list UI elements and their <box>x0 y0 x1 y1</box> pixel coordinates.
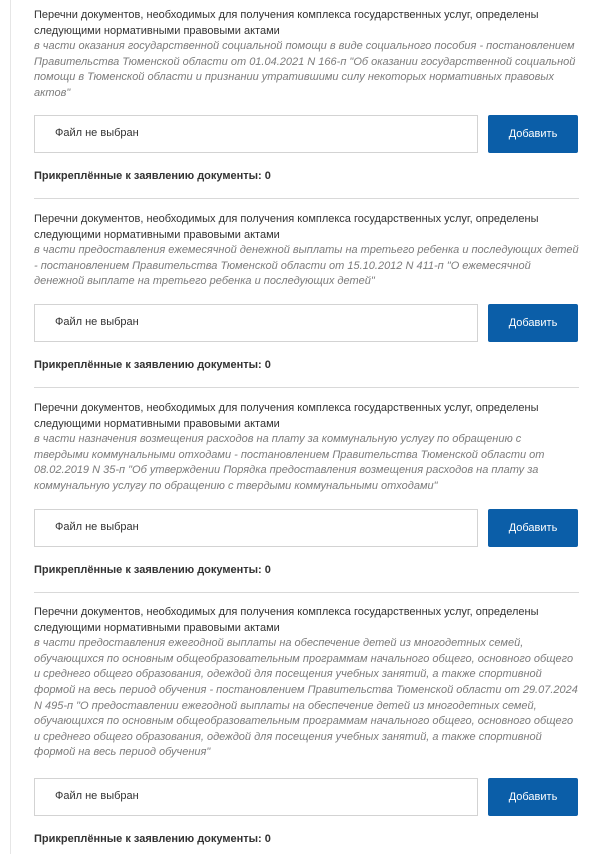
attached-documents-count: Прикреплённые к заявлению документы: 0 <box>34 170 271 182</box>
document-section <box>34 212 579 290</box>
file-upload-row <box>34 509 579 547</box>
section-description: в части назначения возмещения расходов на плату за коммунальную услугу по обращению с твердыми коммунальными отходами - постановлением Правительства Тюменской области от 08.02.2019 N 35-п "Об утверждении Порядка предоставления возмещения расходов на плату за коммунальную услугу по обращению с твердыми коммунальными отходами" <box>34 433 545 492</box>
add-file-button[interactable]: Добавить <box>488 509 578 547</box>
file-input[interactable] <box>34 304 478 342</box>
section-intro: Перечни документов, необходимых для получения комплекса государственных услуг, определены следующими нормативными правовыми актами <box>34 9 539 37</box>
section-intro: Перечни документов, необходимых для получения комплекса государственных услуг, определены следующими нормативными правовыми актами <box>34 213 539 241</box>
section-intro: Перечни документов, необходимых для получения комплекса государственных услуг, определены следующими нормативными правовыми актами <box>34 402 539 430</box>
section-description: в части оказания государственной социальной помощи в виде социального пособия - постановлением Правительства Тюменской области от 01.04.2021 N 166-п "Об оказании государственной социальной помощи в Тюменской области и признании утратившими силу некоторых нормативных правовых актов" <box>34 40 576 99</box>
file-input[interactable] <box>34 115 478 153</box>
section-description: в части предоставления ежегодной выплаты на обеспечение детей из многодетных семей, обучающихся по основным общеобразовательным программам начального общего, основного общего и среднего общего образования, одеждой для посещения учебных занятий, а также спортивной формой на весь период обучения - постановлением Правительства Тюменской области от 29.07.2024 N 495-п "О предоставлении ежегодной выплаты на обеспечение детей из многодетных семей, обучающихся по основным общеобразовательным программам начального общего, основного общего и среднего общего образования, одеждой для посещения учебных занятий, а также спортивной формой на весь период обучения" <box>34 637 578 759</box>
file-upload-row <box>34 778 579 816</box>
document-section <box>34 605 579 761</box>
file-upload-row <box>34 304 579 342</box>
left-border <box>10 0 11 854</box>
file-status: Файл не выбран <box>55 127 139 139</box>
section-divider <box>34 198 579 199</box>
file-input[interactable] <box>34 778 478 816</box>
document-section <box>34 8 579 102</box>
attached-documents-count: Прикреплённые к заявлению документы: 0 <box>34 564 271 576</box>
add-file-button[interactable]: Добавить <box>488 778 578 816</box>
document-section <box>34 401 579 495</box>
section-divider <box>34 387 579 388</box>
section-description: в части предоставления ежемесячной денежной выплаты на третьего ребенка и последующих детей - постановлением Правительства Тюменской области от 15.10.2012 N 411-п "О ежемесячной денежной выплате на третьего ребенка и последующих детей" <box>34 244 579 288</box>
section-intro: Перечни документов, необходимых для получения комплекса государственных услуг, определены следующими нормативными правовыми актами <box>34 606 539 634</box>
file-status: Файл не выбран <box>55 316 139 328</box>
add-file-button[interactable]: Добавить <box>488 115 578 153</box>
file-upload-row <box>34 115 579 153</box>
section-divider <box>34 592 579 593</box>
attached-documents-count: Прикреплённые к заявлению документы: 0 <box>34 833 271 845</box>
file-input[interactable] <box>34 509 478 547</box>
file-status: Файл не выбран <box>55 790 139 802</box>
file-status: Файл не выбран <box>55 521 139 533</box>
add-file-button[interactable]: Добавить <box>488 304 578 342</box>
attached-documents-count: Прикреплённые к заявлению документы: 0 <box>34 359 271 371</box>
